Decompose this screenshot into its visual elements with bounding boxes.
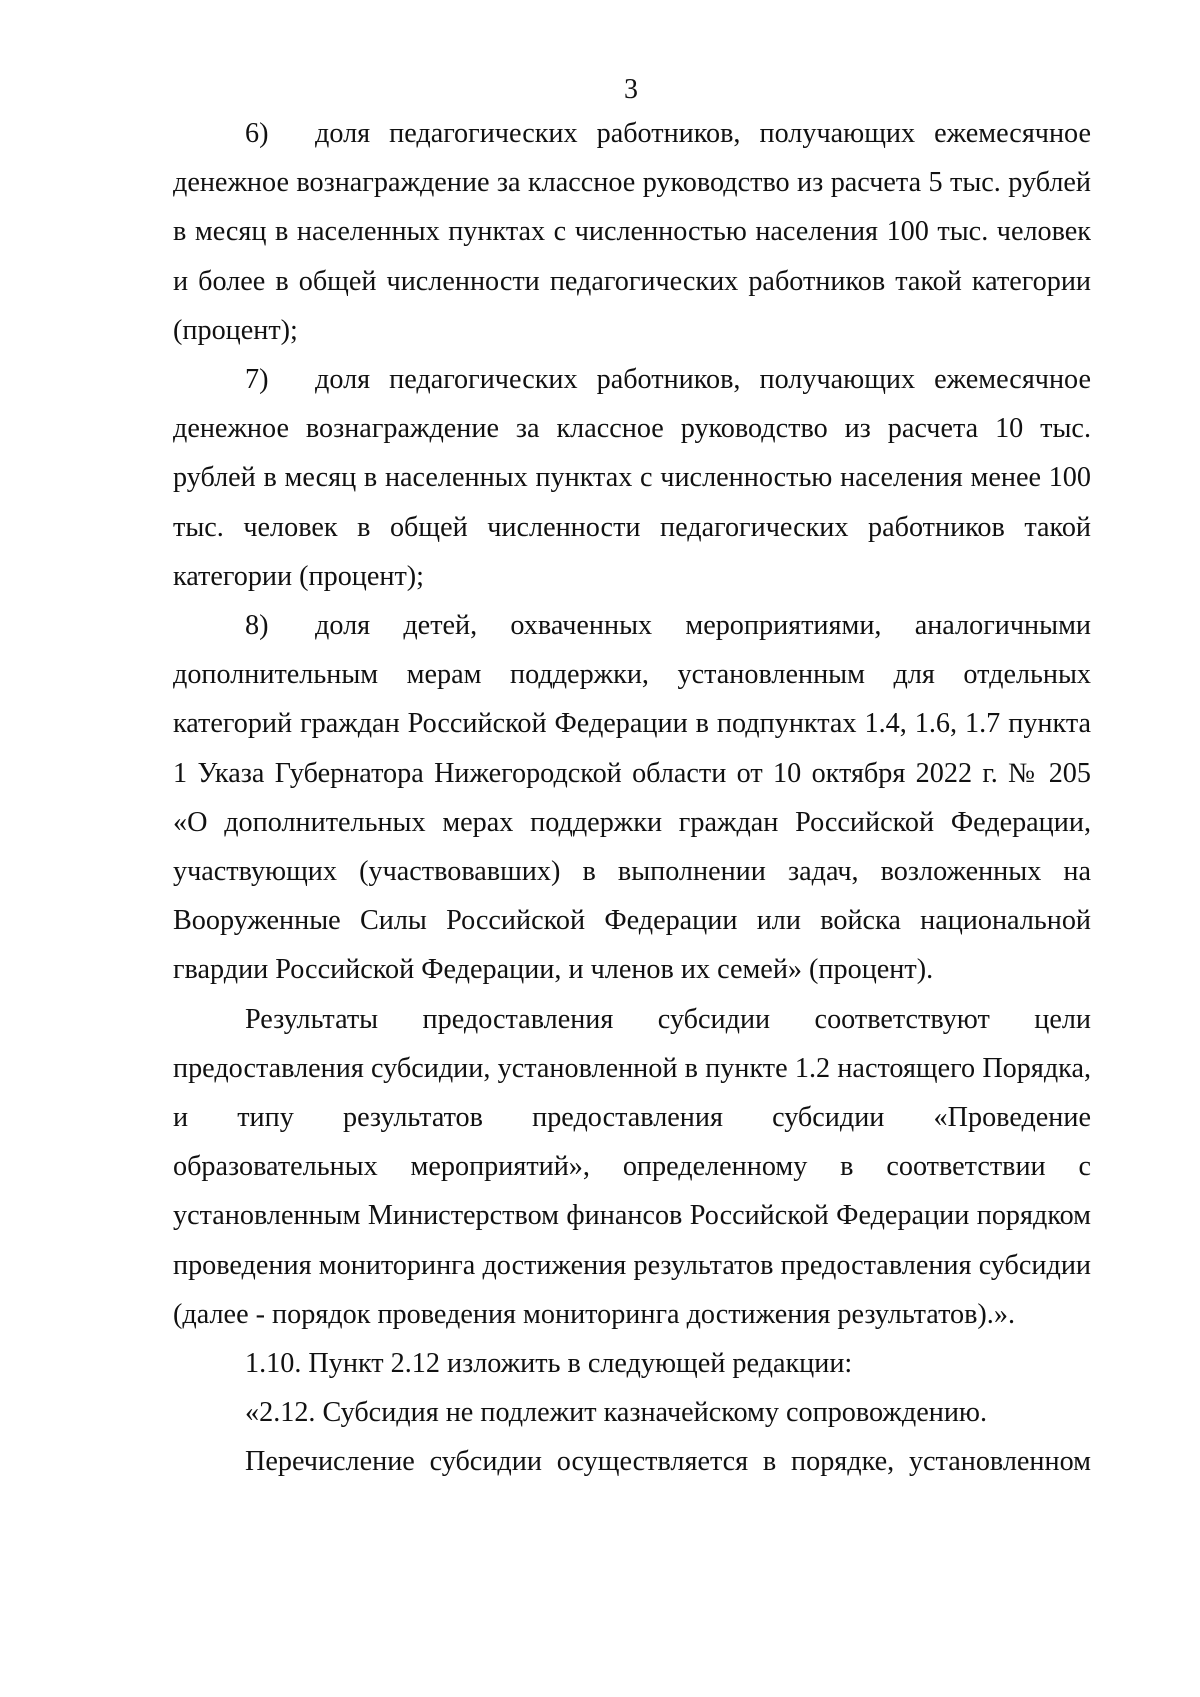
document-body: [173, 109, 1091, 1487]
list-item-7: [173, 355, 1091, 601]
list-item-text: доля педагогических работников, получающих ежемесячное денежное вознаграждение за классное руководство из расчета 10 тыс. рублей в месяц в населенных пунктах с численностью населения менее 100 тыс. человек в общей численности педагогических работников такой категории (процент);: [173, 364, 1091, 592]
list-item-6: [173, 109, 1091, 355]
results-paragraph: Результаты предоставления субсидии соответствуют цели предоставления субсидии, установленной в пункте 1.2 настоящего Порядка, и типу результатов предоставления субсидии «Проведение образовательных мероприятий», определенному в соответствии с установленным Министерством финансов Российской Федерации порядком проведения мониторинга достижения результатов предоставления субсидии (далее - порядок проведения мониторинга достижения результатов).».: [173, 1003, 1091, 1330]
list-item-8: [173, 601, 1091, 995]
amendment-paragraph: 1.10. Пункт 2.12 изложить в следующей редакции:: [245, 1348, 853, 1380]
list-item-number: 7): [245, 364, 269, 396]
page-number: 3: [624, 74, 638, 105]
list-item-text: доля педагогических работников, получающих ежемесячное денежное вознаграждение за классное руководство из расчета 5 тыс. рублей в месяц в населенных пунктах с численностью населения 100 тыс. человек и более в общей численности педагогических работников такой категории (процент);: [173, 118, 1091, 346]
transfer-paragraph: Перечисление субсидии осуществляется в порядке, установленном: [245, 1446, 1091, 1478]
list-item-number: 6): [245, 118, 269, 149]
list-item-text: доля детей, охваченных мероприятиями, аналогичными дополнительным мерам поддержки, установленным для отдельных категорий граждан Российской Федерации в подпунктах 1.4, 1.6, 1.7 пункта 1 Указа Губернатора Нижегородской области от 10 октября 2022 г. № 205 «О дополнительных мерах поддержки граждан Российской Федерации, участвующих (участвовавших) в выполнении задач, возложенных на Вооруженные Силы Российской Федерации или войска национальной гвардии Российской Федерации, и членов их семей» (процент).: [173, 610, 1091, 986]
clause-2-12-paragraph: «2.12. Субсидия не подлежит казначейскому сопровождению.: [245, 1397, 988, 1429]
list-item-number: 8): [245, 610, 269, 642]
